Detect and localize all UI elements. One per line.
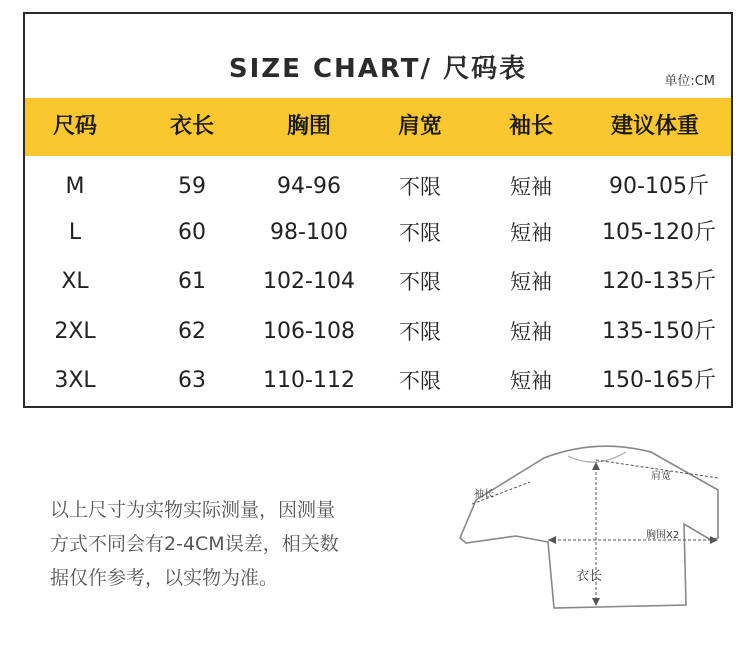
cell-sleeve: 短袖 — [510, 221, 552, 245]
table-header — [25, 98, 731, 156]
cell-size: L — [68, 220, 82, 245]
tshirt-diagram — [456, 440, 736, 620]
cell-size: M — [65, 174, 85, 199]
cell-chest: 102-104 — [263, 269, 355, 294]
shoulder-label: 肩宽 — [651, 471, 671, 482]
chart-title: SIZE CHART/ 尺码表 — [228, 54, 528, 84]
cell-shoulder: 不限 — [399, 175, 441, 199]
header-sleeve: 袖长 — [508, 114, 554, 139]
table-row — [25, 209, 731, 257]
cell-sleeve: 短袖 — [510, 369, 552, 393]
unit-label: 单位:CM — [664, 74, 715, 89]
cell-weight: 90-105斤 — [609, 174, 709, 199]
cell-length: 59 — [178, 174, 206, 199]
cell-weight: 150-165斤 — [602, 368, 716, 393]
cell-length: 61 — [178, 269, 206, 294]
cell-chest: 94-96 — [277, 174, 341, 199]
cell-chest: 106-108 — [263, 319, 355, 344]
size-chart — [23, 12, 733, 408]
table-row — [25, 163, 731, 211]
header-size: 尺码 — [52, 114, 98, 139]
cell-sleeve: 短袖 — [510, 175, 552, 199]
cell-weight: 135-150斤 — [602, 319, 716, 344]
table-row — [25, 308, 731, 356]
cell-shoulder: 不限 — [399, 270, 441, 294]
header-chest: 胸围 — [286, 114, 332, 139]
header-length: 衣长 — [169, 114, 215, 139]
cell-length: 63 — [178, 368, 206, 393]
table-row — [25, 258, 731, 306]
cell-chest: 98-100 — [270, 220, 348, 245]
tshirt-outline-icon — [456, 440, 736, 620]
cell-size: 3XL — [54, 368, 96, 393]
chest-label: 胸围X2 — [646, 530, 680, 541]
cell-shoulder: 不限 — [399, 369, 441, 393]
cell-shoulder: 不限 — [399, 221, 441, 245]
cell-sleeve: 短袖 — [510, 320, 552, 344]
cell-sleeve: 短袖 — [510, 270, 552, 294]
cell-size: XL — [61, 269, 89, 294]
header-shoulder: 肩宽 — [397, 114, 443, 139]
cell-length: 60 — [178, 220, 206, 245]
cell-size: 2XL — [54, 319, 96, 344]
cell-length: 62 — [178, 319, 206, 344]
length-label: 衣长 — [576, 569, 603, 584]
cell-weight: 105-120斤 — [602, 220, 716, 245]
cell-shoulder: 不限 — [399, 320, 441, 344]
header-weight: 建议体重 — [610, 114, 700, 139]
cell-weight: 120-135斤 — [602, 269, 716, 294]
table-row — [25, 357, 731, 405]
cell-chest: 110-112 — [263, 368, 355, 393]
measurement-note: 以上尺寸为实物实际测量，因测量 方式不同会有2-4CM误差，相关数 据仅作参考，以实物为准。 — [50, 499, 339, 589]
sleeve-label: 袖长 — [474, 489, 494, 500]
